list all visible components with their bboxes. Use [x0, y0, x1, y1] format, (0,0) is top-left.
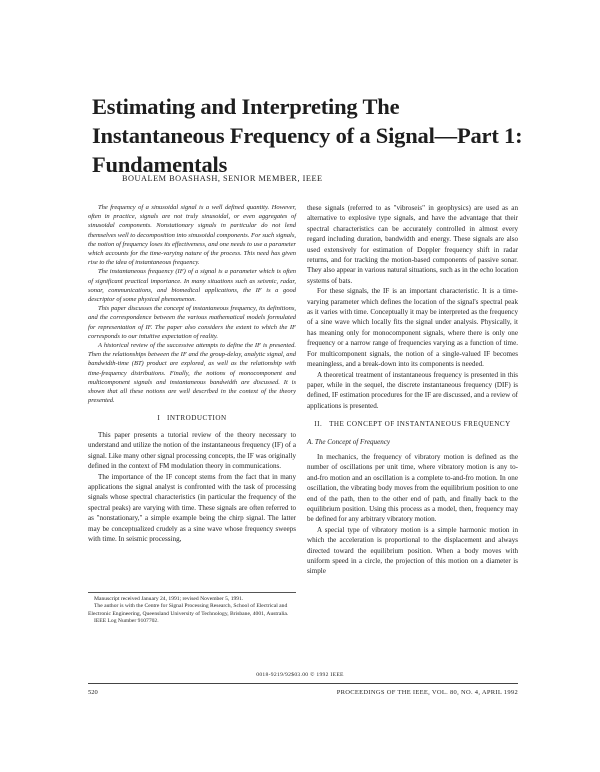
section-title: THE CONCEPT OF INSTANTANEOUS FREQUENCY	[329, 420, 511, 429]
abstract-paragraph: The instantaneous frequency (IF) of a signal is a parameter which is often of significant practical importance. In many situations such as seismic, radar, sonar, communications, and biomedical applications, the IF is a good descriptor of some physical phenomenon.	[88, 268, 296, 304]
body-paragraph: these signals (referred to as "vibroseis" in geophysics) are used as an alternative to explosive type signals, and have the advantage that their spectral characteristics can be accurately controlled in almost every regard including duration, bandwidth and energy. These signals are also used extensively for estimation of Doppler frequency shift in radar returns, and for tracking the motion-based components of passive sonar. They also appear in various natural situations, such as in the echo location systems of bats.	[307, 204, 518, 285]
body-paragraph: A special type of vibratory motion is a simple harmonic motion in which the acceleration is proportional to the displacement and always directed toward the equilibrium position. When a body moves with uniform speed in a circle, the projection of this motion on a diameter is simple	[307, 525, 518, 576]
body-paragraph: A theoretical treatment of instantaneous frequency is presented in this paper, while in the sequel, the discrete instantaneous frequency (DIF) is defined, IF estimation procedures for the IF are discussed, and a review of applications is presented.	[307, 370, 518, 410]
footnote-line: The author is with the Centre for Signal Processing Research, School of Electrical and Electronic Engineering, Queensland University of Technology, Brisbane, 4001, Australia.	[88, 603, 289, 617]
section-number: II.	[314, 420, 323, 429]
page-number: 520	[88, 689, 98, 696]
abstract	[88, 203, 296, 405]
section-number: I	[157, 414, 161, 423]
footnote-line: IEEE Log Number 9107702.	[94, 618, 159, 625]
section-heading-ii	[307, 419, 518, 429]
footnote-line: Manuscript received January 24, 1991; revised November 5, 1991.	[94, 596, 244, 602]
body-paragraph: This paper presents a tutorial review of the theory necessary to understand and utilize the notion of the instantaneous frequency (IF) of a signal. Like many other signal processing concepts, the IF was originally defined in the context of FM modulation theory in communications.	[88, 430, 296, 471]
section-heading-introduction	[88, 413, 296, 423]
issn-line: 0018-9219/92$03.00 © 1992 IEEE	[256, 672, 344, 678]
paper-title: Estimating and Interpreting The Instantaneous Frequency of a Signal—Part 1: Fundamentals	[92, 94, 523, 177]
footnote	[88, 592, 296, 626]
right-column	[307, 203, 518, 577]
abstract-paragraph: This paper discusses the concept of instantaneous frequency, its definitions, and the correspondence between the various mathematical models formulated for representation of IF. The paper also considers the extent to which the IF corresponds to our intuitive expectation of reality.	[88, 305, 296, 340]
abstract-paragraph: A historical review of the successive attempts to define the IF is presented. Then the relationships between the IF and the group-delay, analytic signal, and bandwidth-time (BT) product are explored, as well as the relationship with time-frequency distributions. Finally, the notions of monocomponent and multicomponent signals and instantaneous bandwidth are discussed. It is shown that all these notions are well described in the context of the theory presented.	[88, 342, 296, 405]
body-paragraph: In mechanics, the frequency of vibratory motion is defined as the number of oscillations per unit time, where vibratory motion is any to-and-fro motion and an oscillation is a complete to-and-fro motion. In one oscillation, the vibrating body moves from the equilibrium position to one end of the path, then to the other end of path, and finally back to the equilibrium position. Using this process as a model, then, frequency may be defined for any arbitrary vibratory motion.	[307, 452, 518, 524]
left-column	[88, 203, 296, 544]
journal-citation: PROCEEDINGS OF THE IEEE, VOL. 80, NO. 4, APRIL 1992	[336, 689, 518, 696]
abstract-paragraph: The frequency of a sinusoidal signal is a well defined quantity. However, often in practice, signals are not truly sinusoidal, or even aggregates of sinusoidal components. Nonstationary signals in particular do not lend themselves well to decomposition into sinusoidal components. For such signals, the notion of frequency loses its effectiveness, and one needs to use a parameter which accounts for the time-varying nature of the process. This need has given rise to the idea of instantaneous frequency.	[88, 204, 296, 267]
subsection-heading: A. The Concept of Frequency	[307, 437, 391, 446]
footer-divider	[88, 683, 518, 684]
body-paragraph: For these signals, the IF is an important characteristic. It is a time-varying parameter which defines the location of the signal's spectral peak as it varies with time. Conceptually it may be interpreted as the frequency of a sine wave which locally fits the signal under analysis. Physically, it has meaning only for monocomponent signals, where there is only one frequency or a narrow range of frequencies varying as a function of time. For multicomponent signals, the notion of a single-valued IF becomes meaningless, and a break-down into its components is needed.	[307, 287, 518, 369]
author-line: BOUALEM BOASHASH, SENIOR MEMBER, IEEE	[122, 174, 323, 183]
section-title: INTRODUCTION	[167, 414, 227, 423]
body-paragraph: The importance of the IF concept stems from the fact that in many applications the signal analyst is confronted with the task of processing signals whose spectral characteristics (in particular the frequency of the spectral peaks) are varying with time. These signals are often referred to as "nonstationary," a simple example being the chirp signal. The latter may be conceptualized crudely as a sine wave whose frequency sweeps with time. In seismic processing,	[88, 472, 296, 543]
